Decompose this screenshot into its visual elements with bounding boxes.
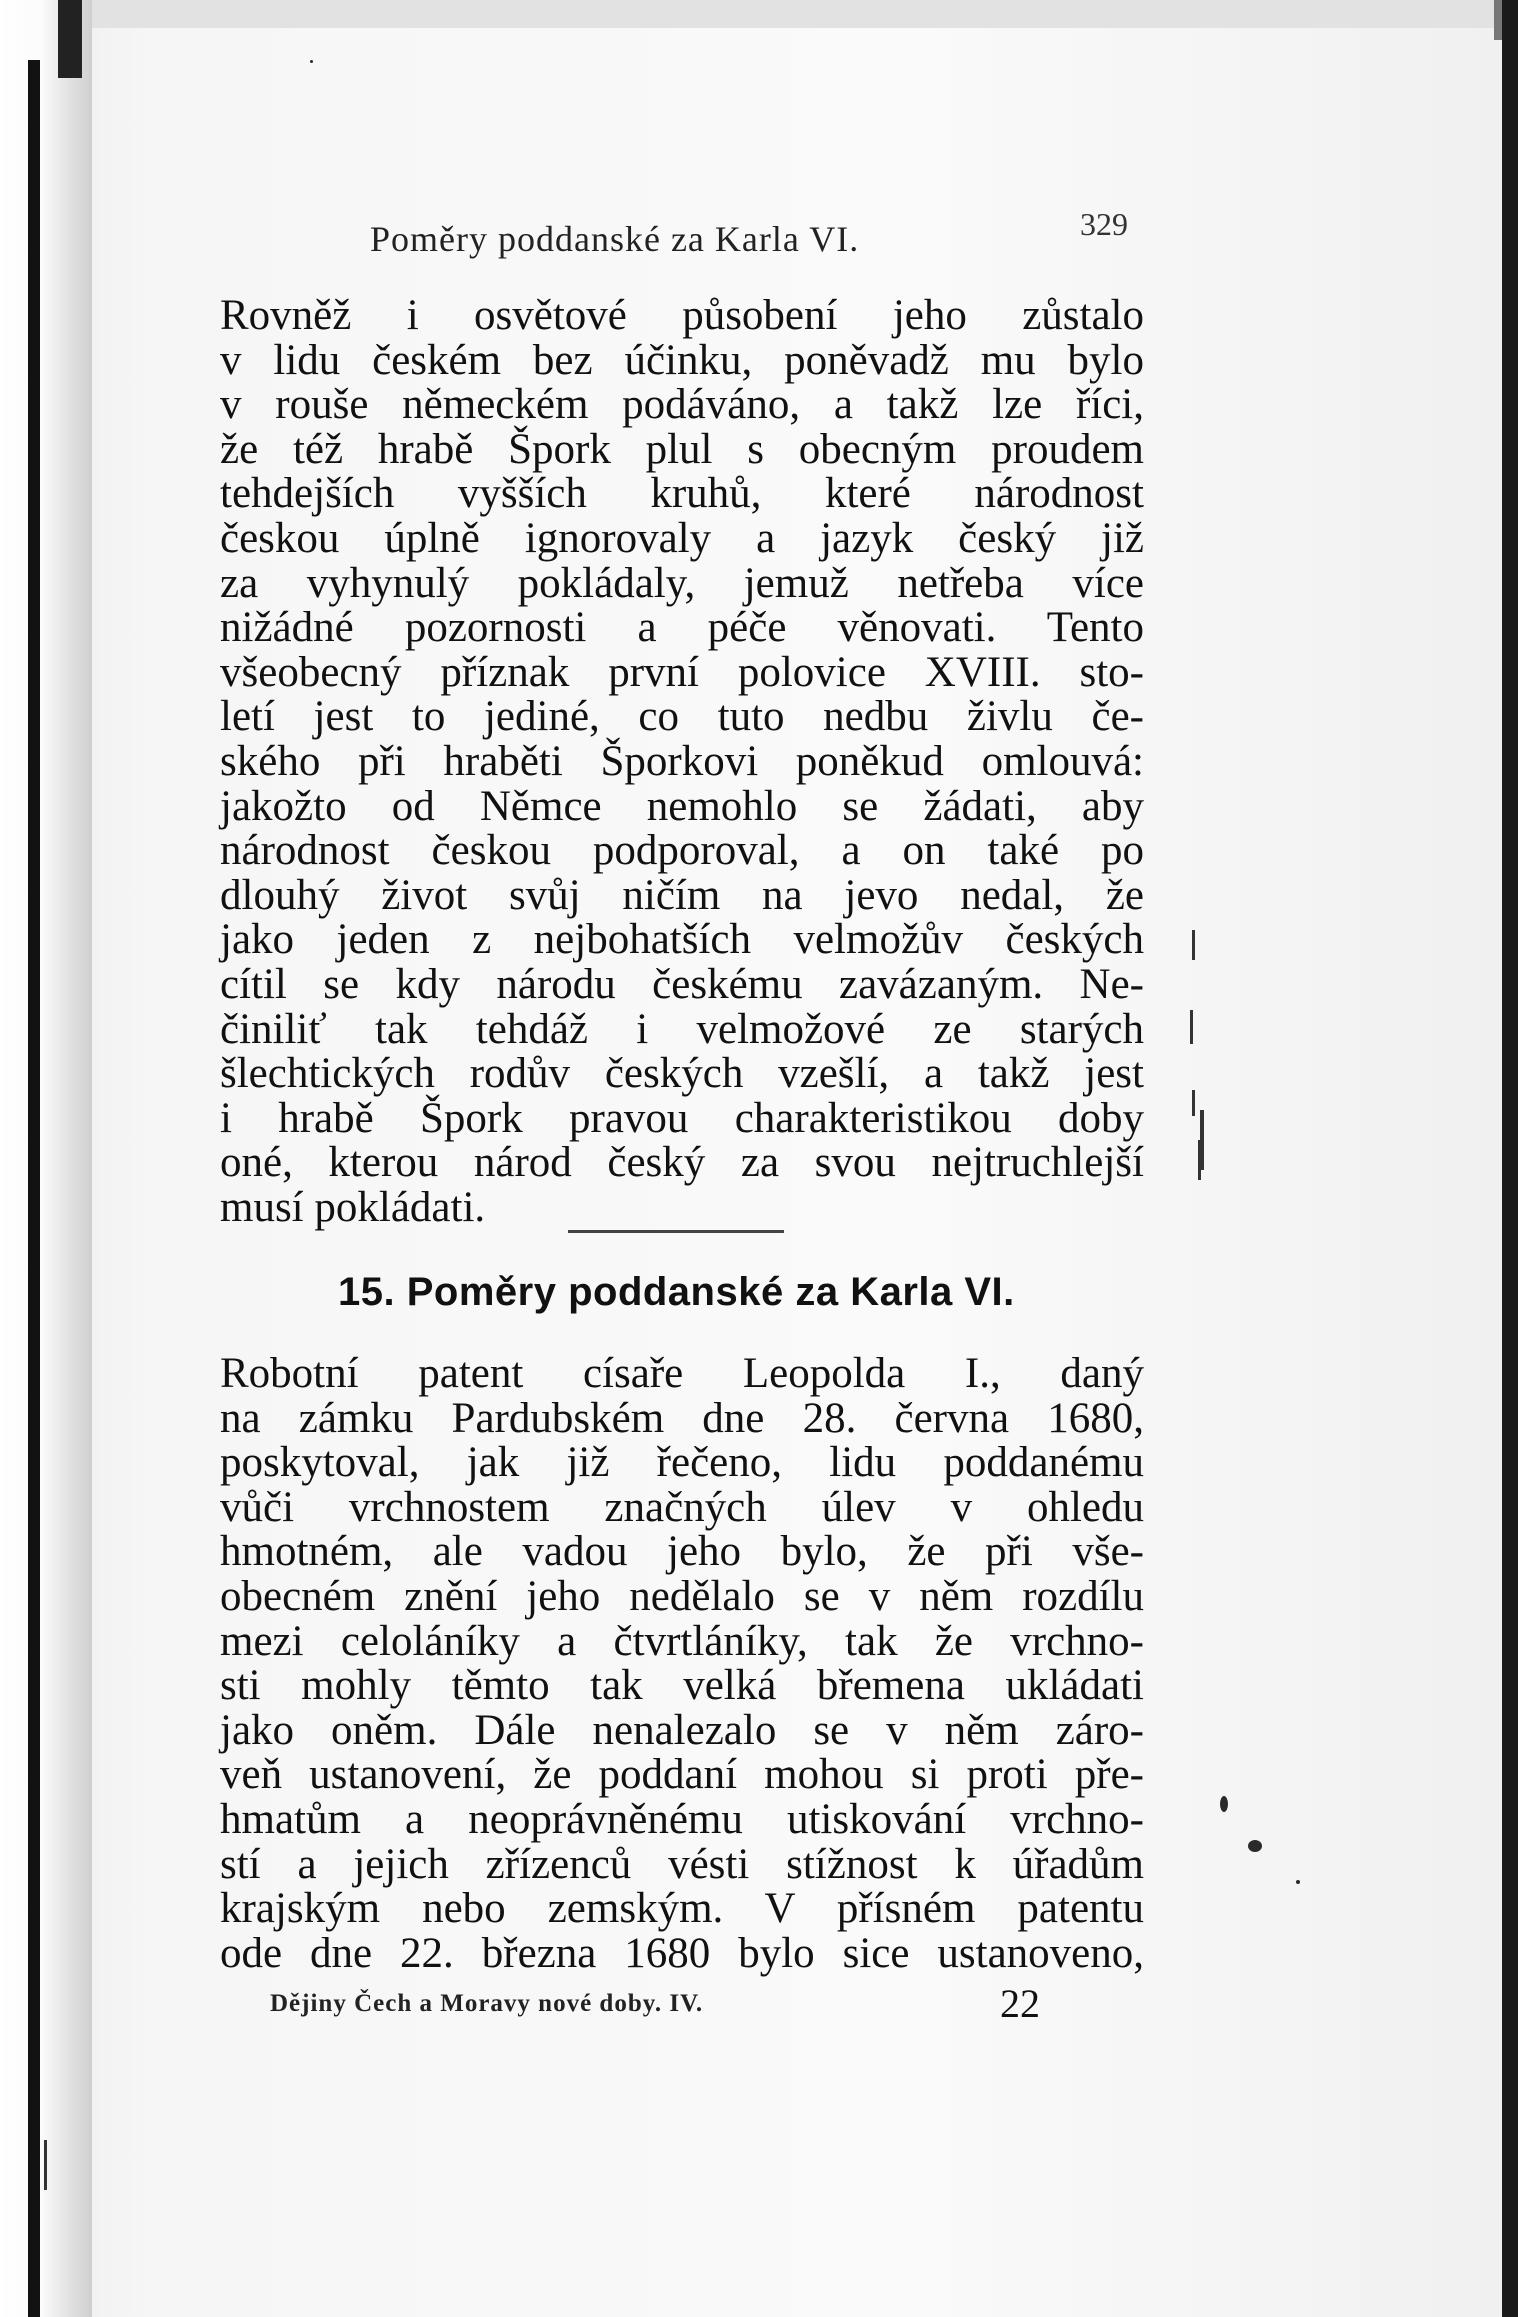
text-line: národnost českou podporoval, a on také po (220, 827, 1144, 875)
text-line: i hrabě Špork pravou charakteristikou doby (220, 1094, 1144, 1142)
text-line: hmotném, ale vadou jeho bylo, že při vše- (220, 1528, 1144, 1576)
ink-speck (1220, 1796, 1228, 1812)
margin-mark (1200, 1110, 1204, 1170)
text-line: obecném znění jeho nedělalo se v něm rozdílu (220, 1572, 1144, 1620)
scan-artifact (58, 0, 82, 78)
ink-speck (1296, 1880, 1300, 1884)
margin-mark (44, 2140, 47, 2190)
paragraph-1 (220, 294, 1144, 1230)
text-line: sti mohly těmto tak velká břemena ukládati (220, 1662, 1144, 1710)
section-heading: 15. Poměry poddanské za Karla VI. (338, 1270, 1015, 1314)
text-line: v lidu českém bez účinku, poněvadž mu bylo (220, 336, 1144, 384)
text-line: oné, kterou národ český za svou nejtruchlejší (220, 1139, 1144, 1187)
page-top-band (92, 0, 1502, 28)
page-number: 329 (1080, 206, 1128, 242)
text-line: letí jest to jediné, co tuto nedbu živlu če- (220, 693, 1144, 741)
text-line: nižádné pozornosti a péče věnovati. Tento (220, 604, 1144, 652)
text-line: šlechtických rodův českých vzešlí, a takž jest (220, 1050, 1144, 1098)
text-line: ode dne 22. března 1680 bylo sice ustanoveno, (220, 1929, 1144, 1977)
text-line: mezi celoláníky a čtvrtláníky, tak že vrchno- (220, 1617, 1144, 1665)
page-right-edge (1502, 0, 1518, 2317)
ink-speck (310, 60, 313, 63)
ink-speck (1248, 1840, 1262, 1852)
text-line: všeobecný příznak první polovice XVIII. sto- (220, 648, 1144, 696)
text-line: cítil se kdy národu českému zavázaným. Ne- (220, 960, 1144, 1008)
text-line: ského při hraběti Šporkovi poněkud omlouvá: (220, 737, 1144, 785)
page-left-edge (0, 0, 92, 2317)
section-separator (568, 1230, 784, 1233)
text-line: jako oněm. Dále nenalezalo se v něm záro- (220, 1706, 1144, 1754)
text-line: krajským nebo zemským. V přísném patentu (220, 1885, 1144, 1933)
text-line: dlouhý život svůj ničím na jevo nedal, že (220, 871, 1144, 919)
margin-mark (1192, 930, 1195, 960)
text-line: Robotní patent císaře Leopolda I., daný (220, 1350, 1144, 1397)
text-line: českou úplně ignorovaly a jazyk český již (220, 514, 1144, 562)
text-line: vůči vrchnostem značných úlev v ohledu (220, 1483, 1144, 1531)
paragraph-2 (220, 1352, 1144, 1976)
running-title: Poměry poddanské za Karla VI. (370, 219, 860, 259)
margin-mark (1192, 1090, 1195, 1116)
text-line: veň ustanovení, že poddaní mohou si proti pře- (220, 1751, 1144, 1799)
text-line: činiliť tak tehdáž i velmožové ze starých (220, 1005, 1144, 1053)
text-line: Rovněž i osvětové působení jeho zůstalo (220, 292, 1144, 339)
text-line: musí pokládati. (220, 1183, 486, 1231)
text-line: jako jeden z nejbohatších velmožův českých (220, 916, 1144, 964)
margin-mark (1190, 1010, 1193, 1044)
text-line: jakožto od Němce nemohlo se žádati, aby (220, 782, 1144, 830)
scan-artifact (1494, 0, 1502, 40)
text-line: stí a jejich zřízenců vésti stížnost k úřadům (220, 1840, 1144, 1888)
footer-signature: Dějiny Čech a Moravy nové doby. IV. (270, 1990, 704, 2017)
text-line: v rouše německém podáváno, a takž lze říci, (220, 381, 1144, 429)
footer-signature-number: 22 (1000, 1981, 1040, 2026)
text-line: tehdejších vyšších kruhů, které národnost (220, 470, 1144, 518)
text-line: na zámku Pardubském dne 28. června 1680, (220, 1394, 1144, 1442)
book-spine-shadow (28, 60, 40, 2317)
text-line: za vyhynulý pokládaly, jemuž netřeba více (220, 559, 1144, 607)
text-line: poskytoval, jak již řečeno, lidu poddanému (220, 1439, 1144, 1487)
text-line: že též hrabě Špork plul s obecným proudem (220, 425, 1144, 473)
text-line: hmatům a neoprávněnému utiskování vrchno- (220, 1795, 1144, 1843)
